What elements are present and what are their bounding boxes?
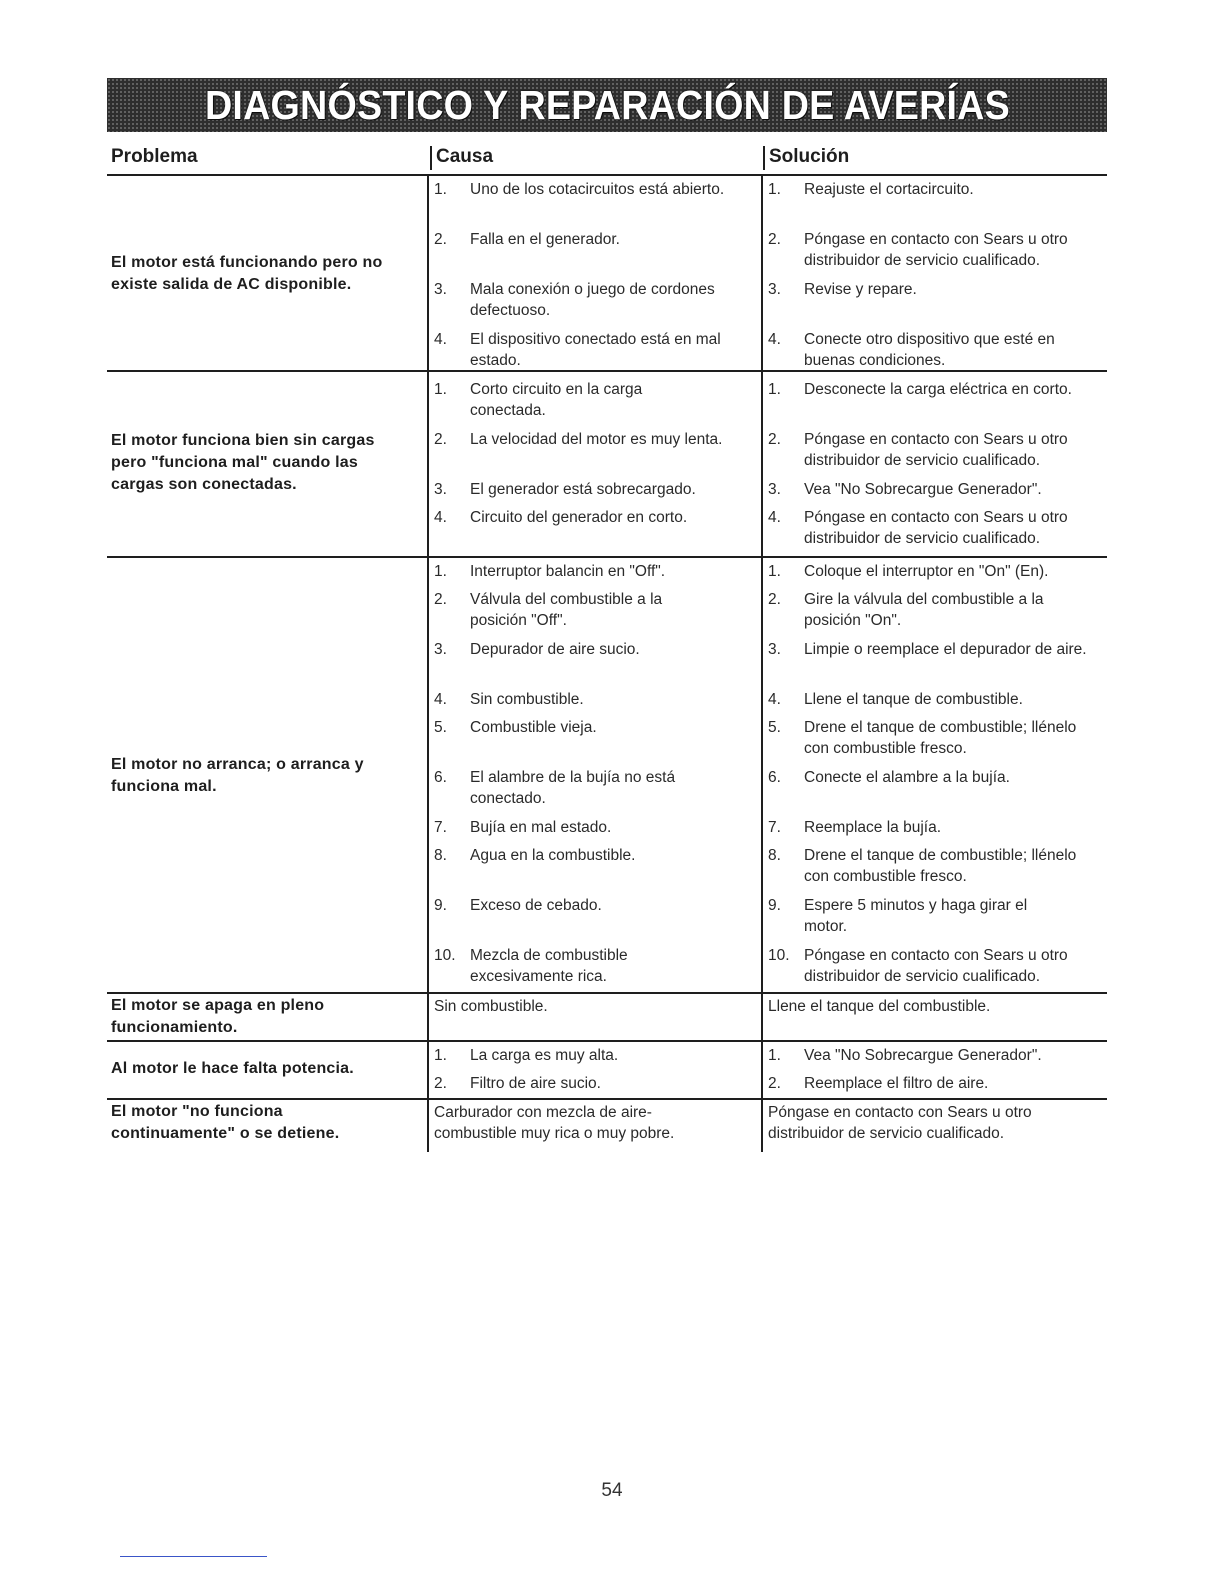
problem-text: El motor "no funciona continuamente" o se detiene. (111, 1103, 340, 1142)
title-banner (107, 78, 1107, 132)
page-number: 54 (601, 1480, 623, 1501)
problem-text: El motor está funcionando pero no existe salida de AC disponible. (111, 254, 383, 293)
problem-text: Al motor le hace falta potencia. (111, 1060, 354, 1077)
table-row: El motor no arranca; o arranca y funciona mal. 1. Interruptor balancin en "Off". 2. Válvula del combustible a la posición "Off". 3. Depurador de aire sucio. 4. Sin combustible. 5. Combustible vieja. 6. El alambre de la bujía no está conectado. 7. Bujía en mal estado. 8. Agua en la combustible. 9. Exceso de cebado. 10. Mezcla de combustible excesivamente rica. 1. Coloque el interruptor en "On" (En). 2. Gire la válvula del combustible a la posición "On". 3. Limpie o reemplace el depurador de aire. 4. Llene el tanque de combustible. 5. Drene el tanque de combustible; llénelo con combustible fresco. 6. Conecte el alambre a la bujía. 7. Reemplace la bujía. 8. Drene el tanque de combustible; llénelo con combustible fresco. 9. Espere 5 minutos y haga girar el motor. 10. Póngase en contacto con Sears u otro distribuidor de servicio cualificado. (107, 556, 1107, 992)
solution-text: Llene el tanque del combustible. (768, 998, 991, 1015)
table-row: El motor está funcionando pero no existe salida de AC disponible. 1. Uno de los cotacircuitos está abierto. 2. Falla en el generador. 3. Mala conexión o juego de cordones defectuoso. 4. El dispositivo conectado está en mal estado. 1. Reajuste el cortacircuito. 2. Póngase en contacto con Sears u otro distribuidor de servicio cualificado. 3. Revise y repare. 4. Conecte otro dispositivo que esté en buenas condiciones. (107, 174, 1107, 370)
problem-text: El motor se apaga en pleno funcionamiento. (111, 997, 325, 1036)
problem-text: El motor no arranca; o arranca y funciona mal. (111, 756, 364, 795)
footer-line (120, 1556, 267, 1557)
solution-text: Póngase en contacto con Sears u otro distribuidor de servicio cualificado. (768, 1104, 1032, 1142)
table-row (107, 992, 1107, 1040)
table-row: Al motor le hace falta potencia. 1. La carga es muy alta. 2. Filtro de aire sucio. 1. Vea "No Sobrecargue Generador". 2. Reemplace el filtro de aire. (107, 1040, 1107, 1098)
header-solucion: Solución (763, 146, 849, 170)
header-problema: Problema (111, 146, 198, 167)
table-row: El motor funciona bien sin cargas pero "funciona mal" cuando las cargas son conectadas. 1. Corto circuito en la carga conectada. 2. La velocidad del motor es muy lenta. 3. El generador está sobrecargado. 4. Circuito del generador en corto. 1. Desconecte la carga eléctrica en corto. 2. Póngase en contacto con Sears u otro distribuidor de servicio cualificado. 3. Vea "No Sobrecargue Generador". 4. Póngase en contacto con Sears u otro distribuidor de servicio cualificado. (107, 370, 1107, 556)
table-row (107, 1098, 1107, 1152)
cause-text: Sin combustible. (434, 998, 548, 1015)
table-header (107, 144, 1107, 174)
page-title: DIAGNÓSTICO Y REPARACIÓN DE AVERÍAS (204, 81, 1010, 128)
header-causa: Causa (430, 146, 493, 170)
problem-text: El motor funciona bien sin cargas pero "funciona mal" cuando las cargas son conectadas. (111, 432, 375, 493)
cause-text: Carburador con mezcla de aire-combustible muy rica o muy pobre. (434, 1104, 675, 1142)
